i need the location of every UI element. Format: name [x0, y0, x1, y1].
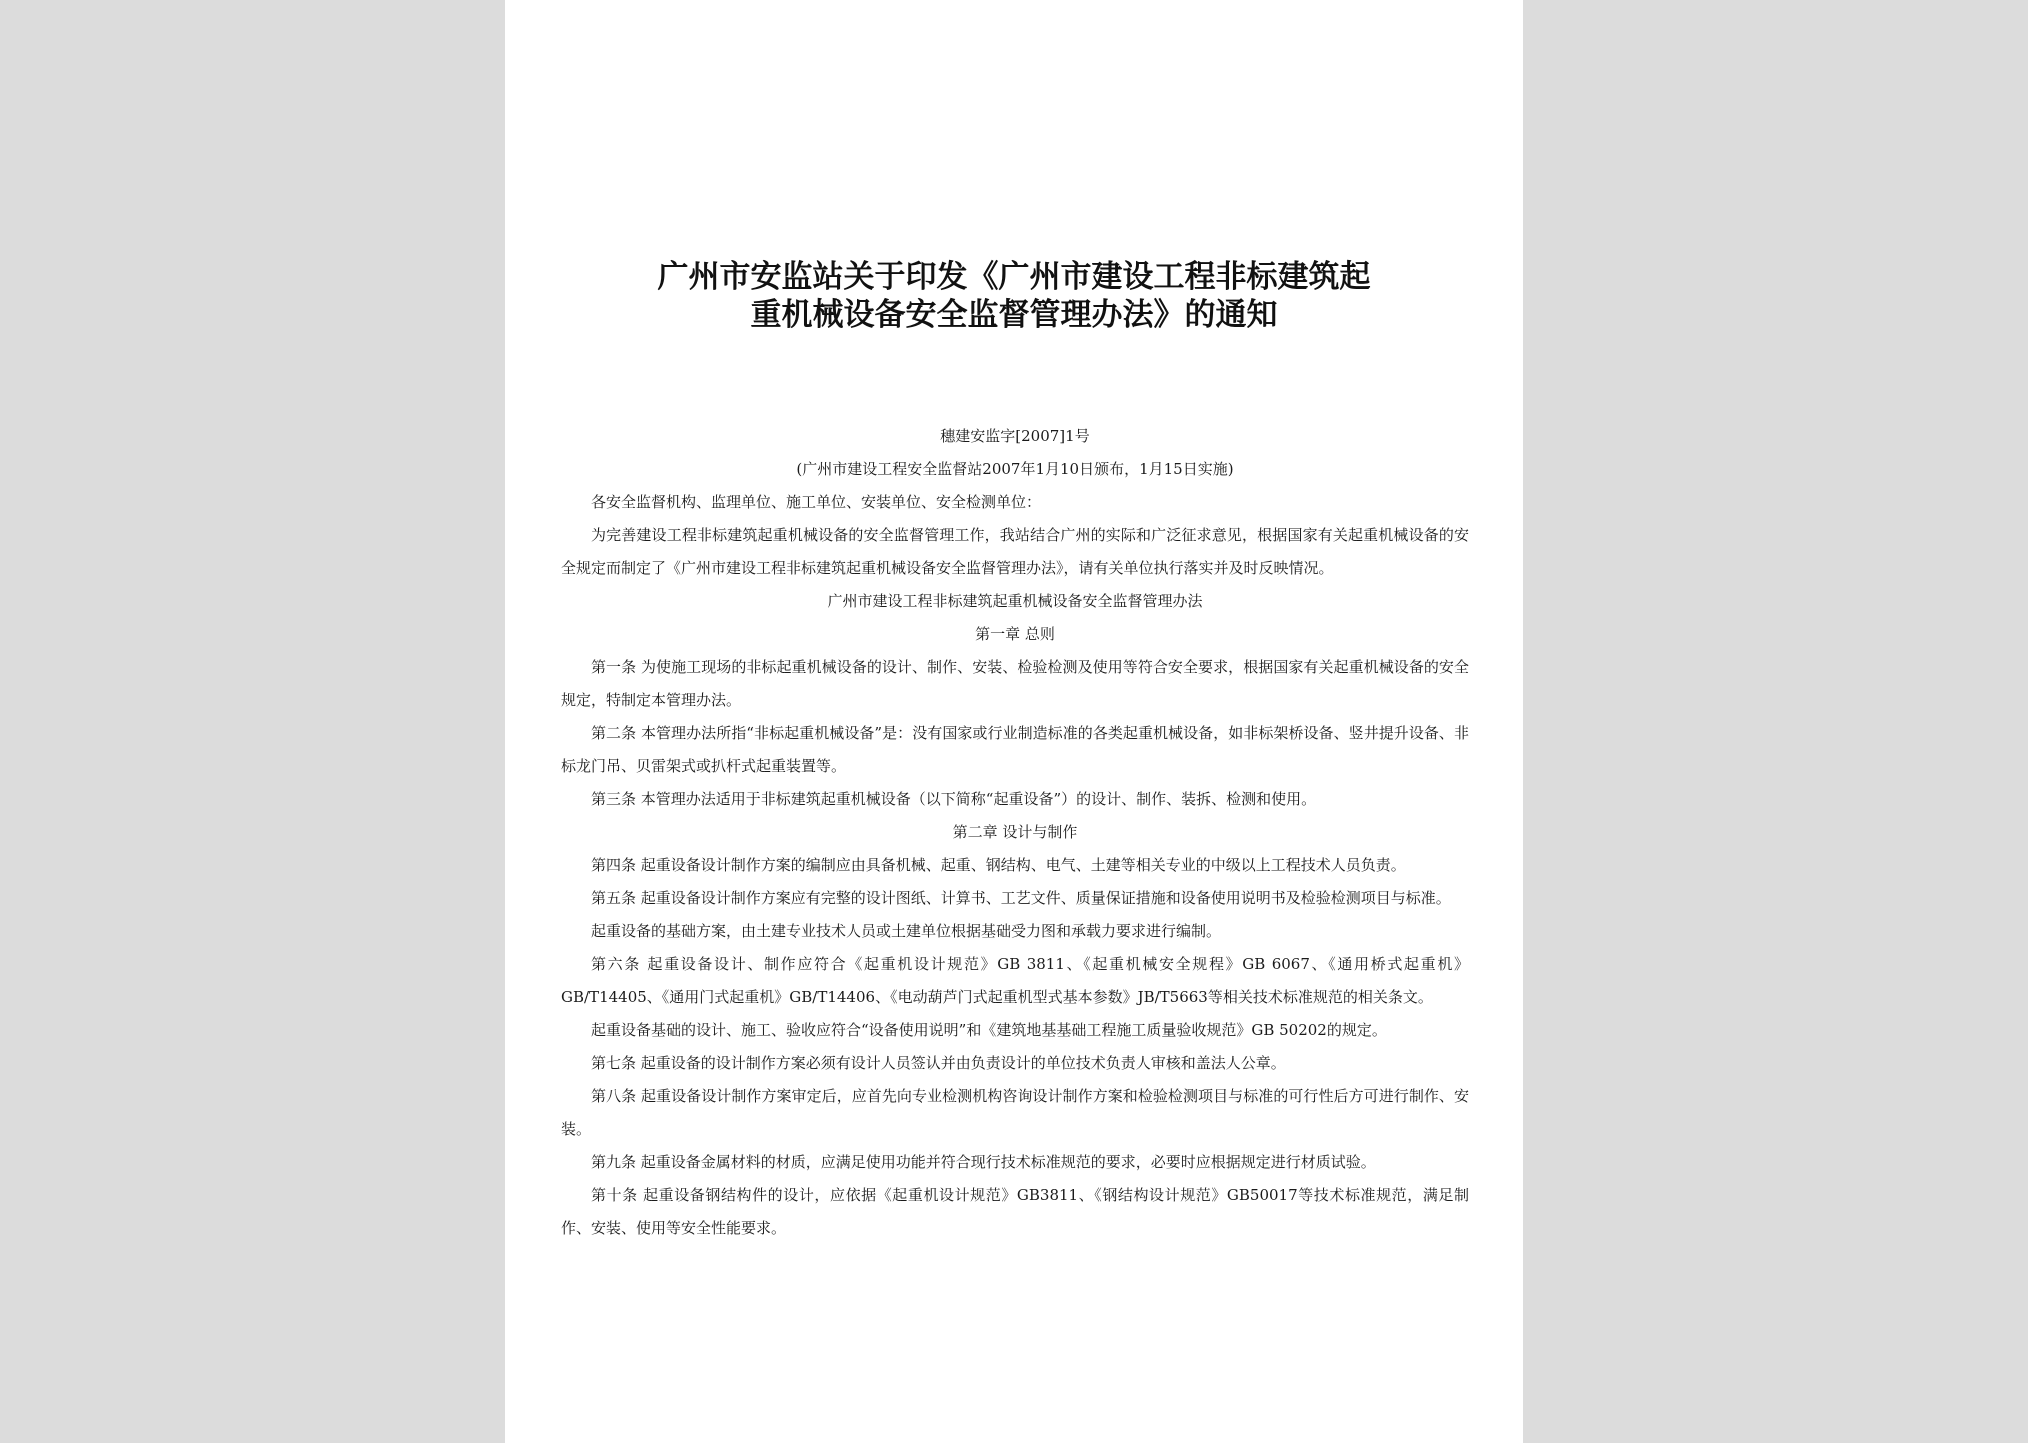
- title-line-2: 重机械设备安全监督管理办法》的通知: [750, 297, 1278, 333]
- article: 第六条 起重设备设计、制作应符合《起重机设计规范》GB 3811、《起重机械安全规程》GB 6067、《通用桥式起重机》GB/T14405、《通用门式起重机》GB/T14406、《电动葫芦门式起重机型式基本参数》JB/T5663等相关技术标准规范的相关条文。: [561, 955, 1469, 1006]
- intro-paragraph: 为完善建设工程非标建筑起重机械设备的安全监督管理工作，我站结合广州的实际和广泛征求意见，根据国家有关起重机械设备的安全规定而制定了《广州市建设工程非标建筑起重机械设备安全监督管理办法》，请有关单位执行落实并及时反映情况。: [561, 526, 1469, 577]
- article: 第二条 本管理办法所指“非标起重机械设备”是：没有国家或行业制造标准的各类起重机械设备，如非标架桥设备、竖井提升设备、非标龙门吊、贝雷架式或扒杆式起重装置等。: [561, 724, 1469, 775]
- document-body: [561, 420, 1469, 1245]
- article-paragraph: 起重设备基础的设计、施工、验收应符合“设备使用说明”和《建筑地基基础工程施工质量验收规范》GB 50202的规定。: [591, 1021, 1387, 1039]
- chapter-heading: 第二章 设计与制作: [952, 823, 1078, 841]
- article: 第十条 起重设备钢结构件的设计，应依据《起重机设计规范》GB3811、《钢结构设计规范》GB50017等技术标准规范，满足制作、安装、使用等安全性能要求。: [561, 1186, 1469, 1237]
- regulation-title: 广州市建设工程非标建筑起重机械设备安全监督管理办法: [827, 592, 1203, 610]
- article: 第七条 起重设备的设计制作方案必须有设计人员签认并由负责设计的单位技术负责人审核和盖法人公章。: [591, 1054, 1286, 1072]
- article: 第八条 起重设备设计制作方案审定后，应首先向专业检测机构咨询设计制作方案和检验检测项目与标准的可行性后方可进行制作、安装。: [561, 1087, 1469, 1138]
- article: 第五条 起重设备设计制作方案应有完整的设计图纸、计算书、工艺文件、质量保证措施和设备使用说明书及检验检测项目与标准。: [591, 889, 1451, 907]
- document-title: [505, 258, 1523, 334]
- addressees: 各安全监督机构、监理单位、施工单位、安装单位、安全检测单位：: [591, 493, 1042, 511]
- article-paragraph: 起重设备的基础方案，由土建专业技术人员或土建单位根据基础受力图和承载力要求进行编制。: [591, 922, 1222, 940]
- article: 第一条 为使施工现场的非标起重机械设备的设计、制作、安装、检验检测及使用等符合安全要求，根据国家有关起重机械设备的安全规定，特制定本管理办法。: [561, 658, 1469, 709]
- article: 第三条 本管理办法适用于非标建筑起重机械设备（以下简称“起重设备”）的设计、制作、装拆、检测和使用。: [591, 790, 1317, 808]
- doc-number: 穗建安监字[2007]1号: [940, 427, 1090, 445]
- title-line-1: 广州市安监站关于印发《广州市建设工程非标建筑起: [657, 259, 1371, 295]
- document-page: [505, 0, 1523, 1443]
- issue-note: (广州市建设工程安全监督站2007年1月10日颁布，1月15日实施): [796, 460, 1234, 478]
- article: 第四条 起重设备设计制作方案的编制应由具备机械、起重、钢结构、电气、土建等相关专业的中级以上工程技术人员负责。: [591, 856, 1406, 874]
- chapter-heading: 第一章 总则: [975, 625, 1055, 643]
- article: 第九条 起重设备金属材料的材质，应满足使用功能并符合现行技术标准规范的要求，必要时应根据规定进行材质试验。: [591, 1153, 1376, 1171]
